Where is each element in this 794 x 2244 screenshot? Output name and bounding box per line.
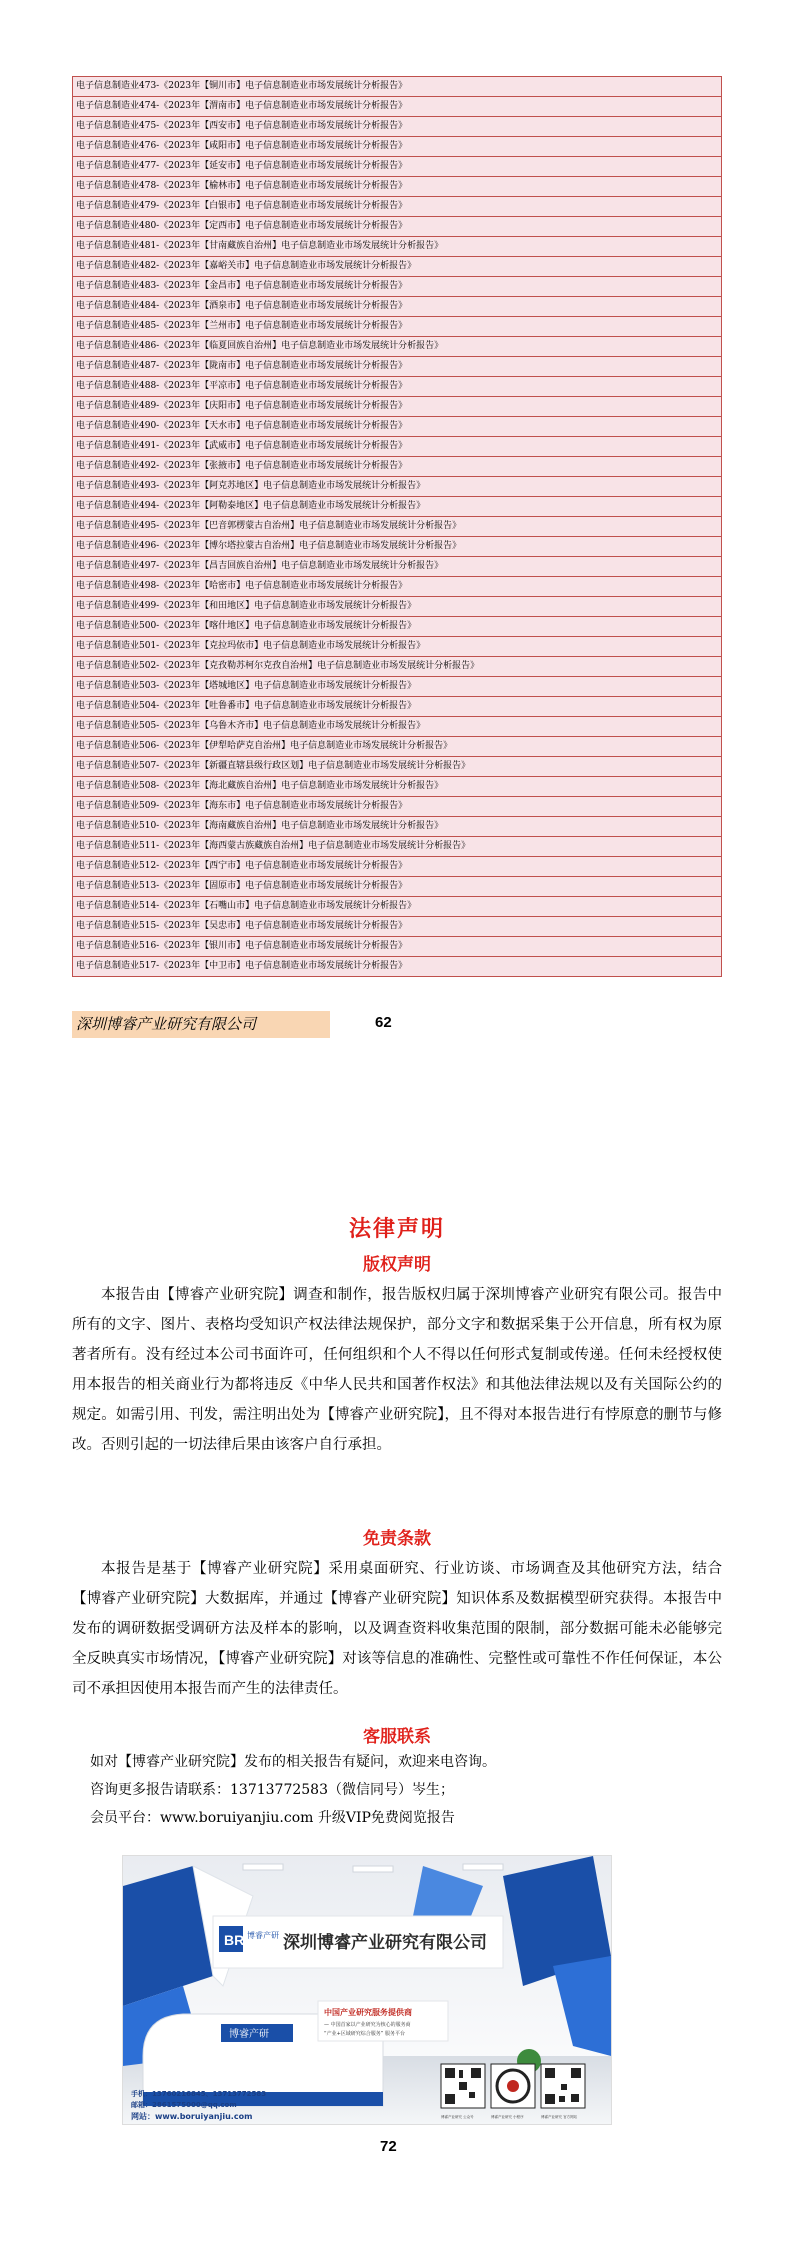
table-row: [73, 477, 722, 497]
table-row: [73, 557, 722, 577]
table-row: [73, 757, 722, 777]
report-title-cell: 电子信息制造业503-《2023年【塔城地区】电子信息制造业市场发展统计分析报告》: [73, 677, 722, 697]
table-row: [73, 137, 722, 157]
table-row: [73, 877, 722, 897]
table-row: [73, 397, 722, 417]
page-number-2: 72: [380, 2138, 397, 2155]
report-title-cell: 电子信息制造业474-《2023年【渭南市】电子信息制造业市场发展统计分析报告》: [73, 97, 722, 117]
report-title-cell: 电子信息制造业511-《2023年【海西蒙古族藏族自治州】电子信息制造业市场发展统计分析报告》: [73, 837, 722, 857]
table-row: [73, 837, 722, 857]
legal-statement-title: 法律声明: [348, 1216, 445, 1242]
disclaimer-text: 本报告是基于【博睿产业研究院】采用桌面研究、行业访谈、市场调查及其他研究方法，结合【博睿产业研究院】大数据库，并通过【博睿产业研究院】知识体系及数据模型研究获得。本报告中发布的调研数据受调研方法及样本的影响，以及调查资料收集范围的限制，部分数据可能未必能够完全反映真实市场情况，【博睿产业研究院】对该等信息的准确性、完整性或可靠性不作任何保证，本公司不承担因使用本报告而产生的法律责任。: [72, 1561, 722, 1697]
report-title-cell: 电子信息制造业505-《2023年【乌鲁木齐市】电子信息制造业市场发展统计分析报告》: [73, 717, 722, 737]
report-title-cell: 电子信息制造业515-《2023年【吴忠市】电子信息制造业市场发展统计分析报告》: [73, 917, 722, 937]
banner-sub2: “产业+区域研究综合服务” 服务平台: [324, 2031, 405, 2037]
report-title-cell: 电子信息制造业483-《2023年【金昌市】电子信息制造业市场发展统计分析报告》: [73, 277, 722, 297]
photo-email: 邮箱：2861575000@qq.com: [131, 2101, 237, 2109]
table-row: [73, 817, 722, 837]
logo-letters: BR: [224, 1932, 245, 1948]
table-row: [73, 277, 722, 297]
photo-phone: 手机：13760216845、13713772583: [131, 2090, 267, 2098]
report-title-cell: 电子信息制造业495-《2023年【巴音郭楞蒙古自治州】电子信息制造业市场发展统计分析报告》: [73, 517, 722, 537]
report-title-cell: 电子信息制造业480-《2023年【定西市】电子信息制造业市场发展统计分析报告》: [73, 217, 722, 237]
report-title-cell: 电子信息制造业496-《2023年【博尔塔拉蒙古自治州】电子信息制造业市场发展统计分析报告》: [73, 537, 722, 557]
report-title-cell: 电子信息制造业485-《2023年【兰州市】电子信息制造业市场发展统计分析报告》: [73, 317, 722, 337]
table-row: [73, 777, 722, 797]
report-title-cell: 电子信息制造业484-《2023年【酒泉市】电子信息制造业市场发展统计分析报告》: [73, 297, 722, 317]
disclaimer-paragraph: [72, 1554, 722, 1704]
table-row: [73, 677, 722, 697]
table-row: [73, 457, 722, 477]
report-title-cell: 电子信息制造业508-《2023年【海北藏族自治州】电子信息制造业市场发展统计分析报告》: [73, 777, 722, 797]
office-reception-photo: [122, 1855, 612, 2125]
report-title-cell: 电子信息制造业517-《2023年【中卫市】电子信息制造业市场发展统计分析报告》: [73, 957, 722, 977]
banner-sub1: — 中国首家以产业研究为核心的服务商: [324, 2022, 411, 2028]
report-title-cell: 电子信息制造业481-《2023年【甘南藏族自治州】电子信息制造业市场发展统计分析报告》: [73, 237, 722, 257]
report-title-cell: 电子信息制造业500-《2023年【喀什地区】电子信息制造业市场发展统计分析报告》: [73, 617, 722, 637]
desk-sign-text: 博睿产研: [229, 2029, 269, 2040]
service-line-1: 如对【博睿产业研究院】发布的相关报告有疑问，欢迎来电咨询。: [90, 1754, 496, 1770]
report-title-cell: 电子信息制造业516-《2023年【银川市】电子信息制造业市场发展统计分析报告》: [73, 937, 722, 957]
banner-title: 中国产业研究服务提供商: [324, 2008, 412, 2017]
table-row: [73, 437, 722, 457]
table-row: [73, 617, 722, 637]
copyright-text: 本报告由【博睿产业研究院】调查和制作，报告版权归属于深圳博睿产业研究有限公司。报告中所有的文字、图片、表格均受知识产权法律法规保护，部分文字和数据采集于公开信息，所有权为原著者所有。没有经过本公司书面许可，任何组织和个人不得以任何形式复制或传递。任何未经授权使用本报告的相关商业行为都将违反《中华人民共和国著作权法》和其他法律法规以及有关国际公约的规定。如需引用、刊发，需注明出处为【博睿产业研究院】，且不得对本报告进行有悖原意的删节与修改。否则引起的一切法律后果由该客户自行承担。: [72, 1287, 722, 1453]
report-title-cell: 电子信息制造业504-《2023年【吐鲁番市】电子信息制造业市场发展统计分析报告》: [73, 697, 722, 717]
report-title-cell: 电子信息制造业476-《2023年【咸阳市】电子信息制造业市场发展统计分析报告》: [73, 137, 722, 157]
report-title-cell: 电子信息制造业477-《2023年【延安市】电子信息制造业市场发展统计分析报告》: [73, 157, 722, 177]
table-row: [73, 97, 722, 117]
report-title-cell: 电子信息制造业510-《2023年【海南藏族自治州】电子信息制造业市场发展统计分析报告》: [73, 817, 722, 837]
table-row: [73, 357, 722, 377]
table-row: [73, 197, 722, 217]
office-illustration: [123, 1856, 611, 2124]
report-title-cell: 电子信息制造业506-《2023年【伊犁哈萨克自治州】电子信息制造业市场发展统计分析报告》: [73, 737, 722, 757]
logo-name: 博睿产研: [247, 1931, 279, 1940]
report-title-cell: 电子信息制造业492-《2023年【张掖市】电子信息制造业市场发展统计分析报告》: [73, 457, 722, 477]
table-row: [73, 717, 722, 737]
disclaimer-heading: 免责条款: [363, 1529, 431, 1549]
table-row: [73, 517, 722, 537]
report-title-cell: 电子信息制造业491-《2023年【武威市】电子信息制造业市场发展统计分析报告》: [73, 437, 722, 457]
report-title-cell: 电子信息制造业499-《2023年【和田地区】电子信息制造业市场发展统计分析报告》: [73, 597, 722, 617]
report-title-cell: 电子信息制造业473-《2023年【铜川市】电子信息制造业市场发展统计分析报告》: [73, 77, 722, 97]
table-row: [73, 577, 722, 597]
copyright-paragraph: [72, 1280, 722, 1460]
report-title-cell: 电子信息制造业487-《2023年【陇南市】电子信息制造业市场发展统计分析报告》: [73, 357, 722, 377]
table-row: [73, 377, 722, 397]
report-title-cell: 电子信息制造业498-《2023年【哈密市】电子信息制造业市场发展统计分析报告》: [73, 577, 722, 597]
table-row: [73, 257, 722, 277]
table-row: [73, 917, 722, 937]
table-row: [73, 657, 722, 677]
table-row: [73, 737, 722, 757]
qr-caption-1: 博睿产业研究 公众号: [441, 2115, 474, 2119]
table-row: [73, 217, 722, 237]
copyright-heading: 版权声明: [363, 1255, 431, 1275]
qr-caption-2: 博睿产业研究 小程序: [491, 2115, 524, 2119]
report-title-cell: 电子信息制造业497-《2023年【昌吉回族自治州】电子信息制造业市场发展统计分析报告》: [73, 557, 722, 577]
report-title-cell: 电子信息制造业514-《2023年【石嘴山市】电子信息制造业市场发展统计分析报告》: [73, 897, 722, 917]
table-row: [73, 417, 722, 437]
photo-website: 网站：www.boruiyanjiu.com: [131, 2112, 253, 2121]
table-row: [73, 937, 722, 957]
table-row: [73, 297, 722, 317]
report-title-cell: 电子信息制造业475-《2023年【西安市】电子信息制造业市场发展统计分析报告》: [73, 117, 722, 137]
report-title-cell: 电子信息制造业501-《2023年【克拉玛依市】电子信息制造业市场发展统计分析报告》: [73, 637, 722, 657]
report-title-cell: 电子信息制造业502-《2023年【克孜勒苏柯尔克孜自治州】电子信息制造业市场发展统计分析报告》: [73, 657, 722, 677]
table-row: [73, 177, 722, 197]
report-title-cell: 电子信息制造业512-《2023年【西宁市】电子信息制造业市场发展统计分析报告》: [73, 857, 722, 877]
report-title-cell: 电子信息制造业513-《2023年【固原市】电子信息制造业市场发展统计分析报告》: [73, 877, 722, 897]
report-title-cell: 电子信息制造业489-《2023年【庆阳市】电子信息制造业市场发展统计分析报告》: [73, 397, 722, 417]
table-row: [73, 237, 722, 257]
table-row: [73, 537, 722, 557]
table-row: [73, 337, 722, 357]
table-row: [73, 797, 722, 817]
report-list-table: [72, 76, 722, 977]
service-heading: 客服联系: [363, 1727, 431, 1747]
table-row: [73, 857, 722, 877]
footer-company-name: 深圳博睿产业研究有限公司: [72, 1011, 330, 1038]
table-row: [73, 897, 722, 917]
qr-caption-3: 博睿产业研究 官方网站: [541, 2115, 578, 2119]
report-title-cell: 电子信息制造业494-《2023年【阿勒泰地区】电子信息制造业市场发展统计分析报告》: [73, 497, 722, 517]
page-number: 62: [375, 1014, 392, 1031]
service-line-3: 会员平台：www.boruiyanjiu.com 升级VIP免费阅览报告: [90, 1810, 455, 1826]
wall-sign-text: 深圳博睿产业研究有限公司: [283, 1933, 487, 1953]
report-title-cell: 电子信息制造业507-《2023年【新疆直辖县级行政区划】电子信息制造业市场发展统计分析报告》: [73, 757, 722, 777]
report-title-cell: 电子信息制造业488-《2023年【平凉市】电子信息制造业市场发展统计分析报告》: [73, 377, 722, 397]
table-row: [73, 957, 722, 977]
table-row: [73, 317, 722, 337]
table-row: [73, 157, 722, 177]
report-title-cell: 电子信息制造业509-《2023年【海东市】电子信息制造业市场发展统计分析报告》: [73, 797, 722, 817]
report-title-cell: 电子信息制造业482-《2023年【嘉峪关市】电子信息制造业市场发展统计分析报告》: [73, 257, 722, 277]
report-title-cell: 电子信息制造业486-《2023年【临夏回族自治州】电子信息制造业市场发展统计分析报告》: [73, 337, 722, 357]
report-title-cell: 电子信息制造业490-《2023年【天水市】电子信息制造业市场发展统计分析报告》: [73, 417, 722, 437]
table-row: [73, 597, 722, 617]
table-row: [73, 637, 722, 657]
report-title-cell: 电子信息制造业493-《2023年【阿克苏地区】电子信息制造业市场发展统计分析报告》: [73, 477, 722, 497]
table-row: [73, 697, 722, 717]
table-row: [73, 77, 722, 97]
report-title-cell: 电子信息制造业479-《2023年【白银市】电子信息制造业市场发展统计分析报告》: [73, 197, 722, 217]
table-row: [73, 497, 722, 517]
service-line-2: 咨询更多报告请联系：13713772583（微信同号）岑生；: [90, 1782, 454, 1798]
report-title-cell: 电子信息制造业478-《2023年【榆林市】电子信息制造业市场发展统计分析报告》: [73, 177, 722, 197]
table-row: [73, 117, 722, 137]
